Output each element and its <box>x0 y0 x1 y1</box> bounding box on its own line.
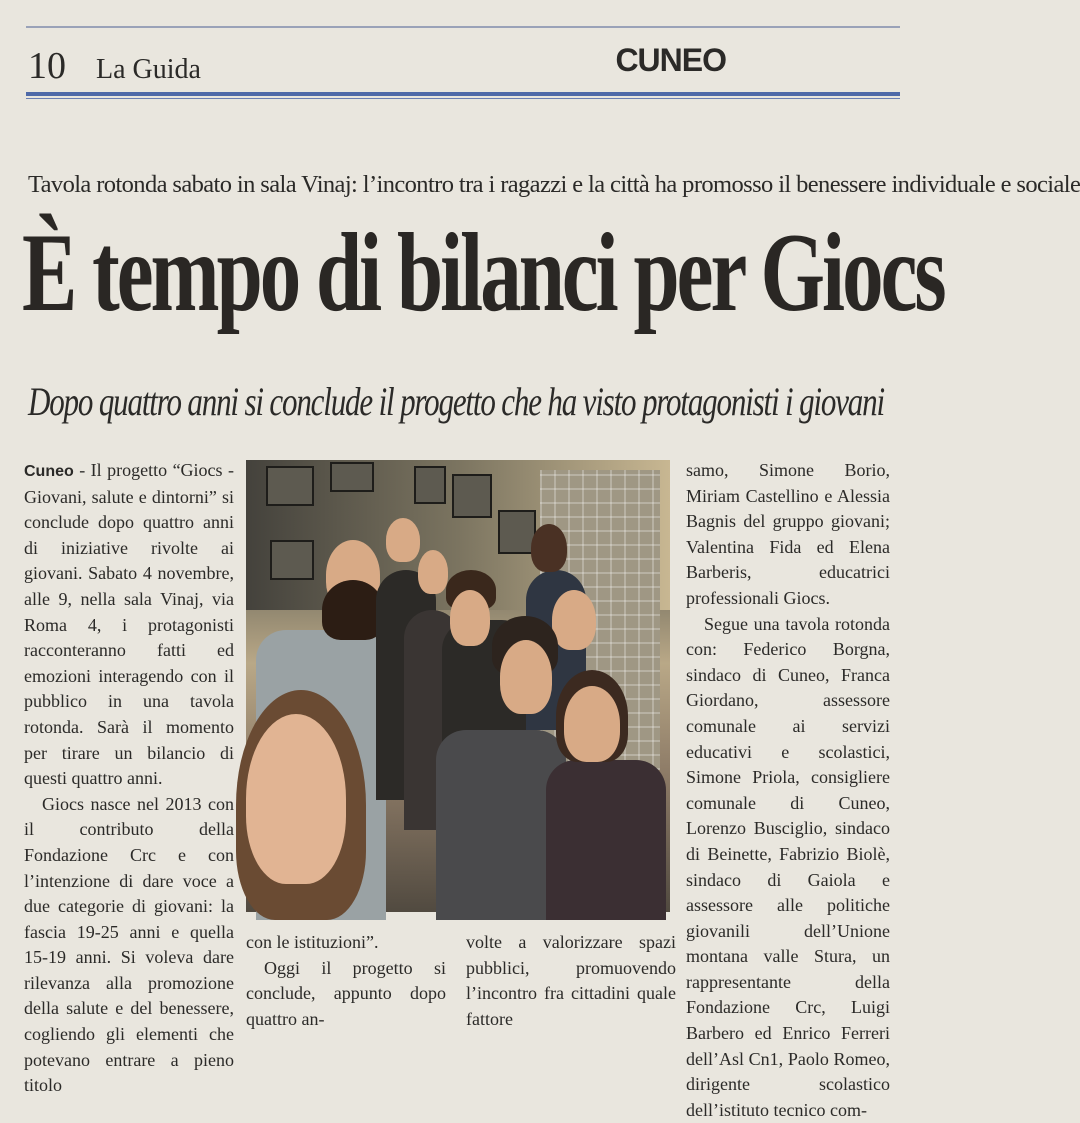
article-kicker: Tavola rotonda sabato in sala Vinaj: l’incontro tra i ragazzi e la città ha promosso il benessere individuale e sociale <box>28 171 1080 198</box>
group-selfie-photo <box>246 460 670 912</box>
paragraph: Oggi il progetto si conclude, appunto dopo quattro an- <box>246 957 446 1029</box>
article-column-2 <box>246 930 446 1032</box>
wall-picture <box>330 462 374 492</box>
person-body <box>546 760 666 920</box>
person-face <box>386 518 420 562</box>
article-column-4 <box>686 458 890 1123</box>
page-header <box>26 36 898 98</box>
wall-picture <box>452 474 492 518</box>
paragraph: Segue una tavola rotonda con: Federico Borgna, sindaco di Cuneo, Franca Giordano, assessore comunale ai servizi educativi e scolastici, Simone Priola, consigliere comunale di Cuneo, Lorenzo Busciglio, sindaco di Beinette, Fabrizio Biolè, sindaco di Gaiola e assessore alle politiche giovanili dell’Unione montana valle Stura, un rappresentante della Fondazione Crc, Luigi Barbero ed Enrico Ferreri dell’Asl Cn1, Paolo Romeo, dirigente scolastico dell’istituto tecnico com- <box>686 613 890 1120</box>
person-face <box>531 524 567 572</box>
wall-picture <box>266 466 314 506</box>
person-face <box>450 590 490 646</box>
section-title: CUNEO <box>615 42 726 78</box>
wall-picture <box>414 466 446 504</box>
paragraph: con le istituzioni”. <box>246 932 379 952</box>
header-rule-thin <box>26 98 900 99</box>
article-column-1 <box>24 458 234 1099</box>
paragraph: samo, Simone Borio, Miriam Castellino e Alessia Bagnis del gruppo giovani; Valentina Fida ed Elena Barberis, educatrici professionali Giocs. <box>686 460 890 608</box>
article-headline: È tempo di bilanci per Giocs <box>22 211 944 335</box>
paragraph: Giocs nasce nel 2013 con il contributo della Fondazione Crc e con l’intenzione di dare voce a due categorie di giovani: la fascia 19-25 anni e quella 15-19 anni. Si voleva dare rilevanza alla promozione della salute e del benessere, cogliendo gli elementi che potevano entrare a pieno titolo <box>24 793 234 1096</box>
person-face <box>500 640 552 714</box>
dateline: Cuneo <box>24 463 74 480</box>
top-rule <box>26 26 900 28</box>
paragraph <box>24 458 234 792</box>
page-number: 10 <box>28 45 66 87</box>
person-face <box>418 550 448 594</box>
article-column-3 <box>466 930 676 1032</box>
person-face <box>552 590 596 650</box>
paragraph: volte a valorizzare spazi pubblici, promuovendo l’incontro fra cittadini quale fattore <box>466 932 676 1029</box>
header-rule <box>26 92 900 96</box>
newspaper-name: La Guida <box>96 54 201 85</box>
article-subheadline: Dopo quattro anni si conclude il progetto che ha visto protagonisti i giovani <box>28 379 884 424</box>
person-beard <box>322 580 384 640</box>
person-face-closeup <box>246 714 346 884</box>
paragraph-text: - Il progetto “Giocs - Giovani, salute e dintorni” si conclude dopo quattro anni di iniziative rivolte ai giovani. Sabato 4 novembre, alle 9, nella sala Vinaj, via Roma 4, i protagonisti racconteranno fatti ed emozioni interagendo con il pubblico in una tavola rotonda. Sarà il momento per tirare un bilancio di questi quattro anni. <box>24 460 234 789</box>
wall-picture <box>270 540 314 580</box>
person-face <box>564 686 620 762</box>
